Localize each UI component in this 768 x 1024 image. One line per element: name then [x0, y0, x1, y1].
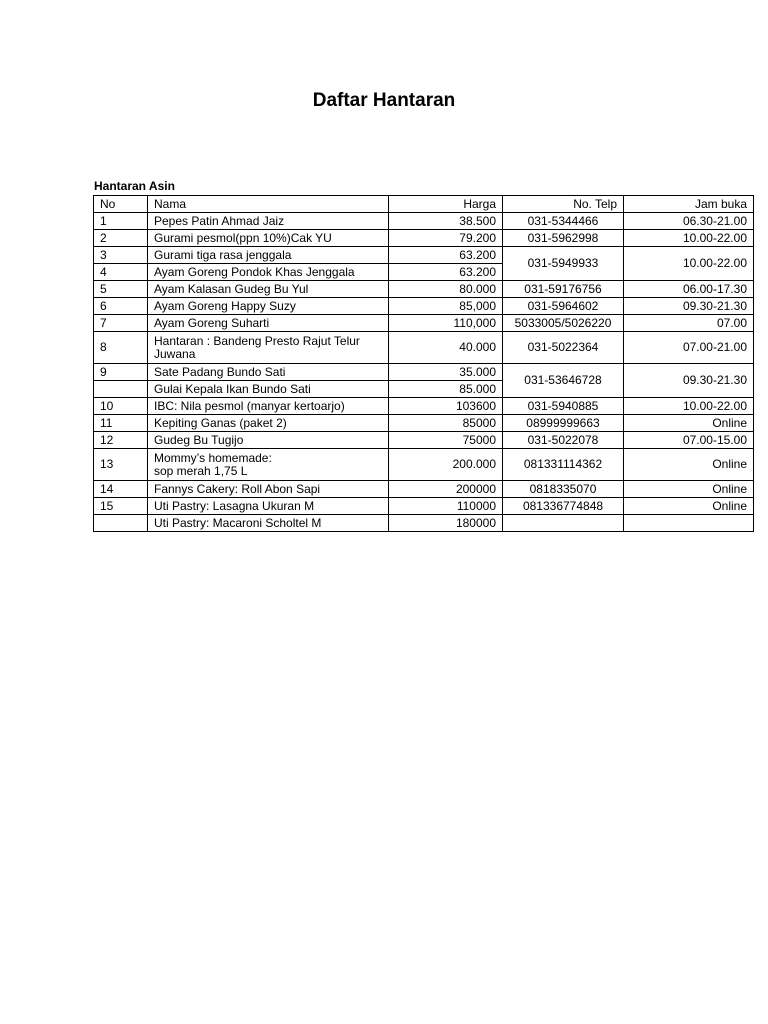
row-harga: 110000 — [389, 498, 503, 515]
table-header-row — [94, 196, 754, 213]
table-row — [94, 298, 754, 315]
row-no: 12 — [94, 432, 148, 449]
table-row — [94, 213, 754, 230]
row-jam: Online — [624, 449, 754, 481]
row-nama: Uti Pastry: Macaroni Scholtel M — [148, 515, 389, 532]
row-telp: 031-53646728 — [503, 364, 624, 398]
row-telp: 031-5344466 — [503, 213, 624, 230]
row-nama: Kepiting Ganas (paket 2) — [148, 415, 389, 432]
row-jam — [624, 515, 754, 532]
row-no — [94, 381, 148, 398]
row-jam: 06.30-21.00 — [624, 213, 754, 230]
page-title: Daftar Hantaran — [312, 90, 456, 111]
row-nama: Gurami tiga rasa jenggala — [148, 247, 389, 264]
row-telp: 031-5022364 — [503, 332, 624, 364]
row-jam: 06.00-17.30 — [624, 281, 754, 298]
row-no — [94, 515, 148, 532]
row-harga: 40.000 — [389, 332, 503, 364]
row-no: 13 — [94, 449, 148, 481]
table-row — [94, 498, 754, 515]
header-nama: Nama — [148, 196, 389, 213]
row-jam: 09.30-21.30 — [624, 298, 754, 315]
row-harga: 200000 — [389, 481, 503, 498]
row-harga: 63.200 — [389, 247, 503, 264]
row-harga: 35.000 — [389, 364, 503, 381]
row-harga: 85.000 — [389, 381, 503, 398]
row-nama: Hantaran : Bandeng Presto Rajut Telur Juwana — [148, 332, 389, 364]
table-row — [94, 315, 754, 332]
row-no: 3 — [94, 247, 148, 264]
section-title: Hantaran Asin — [94, 179, 175, 193]
row-jam: 10.00-22.00 — [624, 230, 754, 247]
row-no: 10 — [94, 398, 148, 415]
row-no: 7 — [94, 315, 148, 332]
row-telp: 031-5940885 — [503, 398, 624, 415]
row-jam: 07.00-21.00 — [624, 332, 754, 364]
row-jam: 07.00 — [624, 315, 754, 332]
row-harga: 200.000 — [389, 449, 503, 481]
table-row — [94, 449, 754, 481]
row-jam: Online — [624, 481, 754, 498]
row-jam: Online — [624, 415, 754, 432]
row-jam: 07.00-15.00 — [624, 432, 754, 449]
table-row — [94, 281, 754, 298]
row-nama: Ayam Goreng Happy Suzy — [148, 298, 389, 315]
row-harga: 180000 — [389, 515, 503, 532]
row-harga: 103600 — [389, 398, 503, 415]
row-nama: Fannys Cakery: Roll Abon Sapi — [148, 481, 389, 498]
row-no: 6 — [94, 298, 148, 315]
row-nama — [148, 449, 389, 481]
table-row — [94, 432, 754, 449]
table-row — [94, 515, 754, 532]
header-no: No — [94, 196, 148, 213]
row-jam: 10.00-22.00 — [624, 398, 754, 415]
table-row — [94, 230, 754, 247]
row-no: 8 — [94, 332, 148, 364]
row-harga: 75000 — [389, 432, 503, 449]
row-nama: Sate Padang Bundo Sati — [148, 364, 389, 381]
row-telp: 081336774848 — [503, 498, 624, 515]
row-telp: 031-5962998 — [503, 230, 624, 247]
row-nama: Pepes Patin Ahmad Jaiz — [148, 213, 389, 230]
row-no: 14 — [94, 481, 148, 498]
row-telp: 0818335070 — [503, 481, 624, 498]
row-jam: 10.00-22.00 — [624, 247, 754, 281]
row-harga: 79.200 — [389, 230, 503, 247]
row-jam: 09.30-21.30 — [624, 364, 754, 398]
row-no: 4 — [94, 264, 148, 281]
row-telp: 031-5949933 — [503, 247, 624, 281]
row-telp: 08999999663 — [503, 415, 624, 432]
row-nama: Gurami pesmol(ppn 10%)Cak YU — [148, 230, 389, 247]
table-row — [94, 398, 754, 415]
header-harga: Harga — [389, 196, 503, 213]
row-telp — [503, 515, 624, 532]
row-no: 5 — [94, 281, 148, 298]
row-nama: Gulai Kepala Ikan Bundo Sati — [148, 381, 389, 398]
row-nama: IBC: Nila pesmol (manyar kertoarjo) — [148, 398, 389, 415]
row-nama: Ayam Goreng Suharti — [148, 315, 389, 332]
row-nama: Ayam Kalasan Gudeg Bu Yul — [148, 281, 389, 298]
row-nama: Ayam Goreng Pondok Khas Jenggala — [148, 264, 389, 281]
row-telp: 031-59176756 — [503, 281, 624, 298]
row-telp: 031-5964602 — [503, 298, 624, 315]
row-harga: 38.500 — [389, 213, 503, 230]
row-harga: 85,000 — [389, 298, 503, 315]
table-row — [94, 364, 754, 381]
row-harga: 85000 — [389, 415, 503, 432]
row-nama: Uti Pastry: Lasagna Ukuran M — [148, 498, 389, 515]
row-no: 1 — [94, 213, 148, 230]
header-jam: Jam buka — [624, 196, 754, 213]
row-nama-line: sop merah 1,75 L — [154, 463, 248, 478]
row-no: 11 — [94, 415, 148, 432]
row-no: 15 — [94, 498, 148, 515]
row-telp: 031-5022078 — [503, 432, 624, 449]
table-row — [94, 415, 754, 432]
row-telp: 5033005/5026220 — [503, 315, 624, 332]
header-telp: No. Telp — [503, 196, 624, 213]
row-harga: 80.000 — [389, 281, 503, 298]
row-harga: 110,000 — [389, 315, 503, 332]
row-nama: Gudeg Bu Tugijo — [148, 432, 389, 449]
row-no: 9 — [94, 364, 148, 381]
row-no: 2 — [94, 230, 148, 247]
table-row — [94, 481, 754, 498]
table-row — [94, 247, 754, 264]
table-row — [94, 332, 754, 364]
row-jam: Online — [624, 498, 754, 515]
row-harga: 63.200 — [389, 264, 503, 281]
row-telp: 081331114362 — [503, 449, 624, 481]
row-nama-line: Mommy’s homemade: — [154, 450, 272, 465]
hantaran-table — [93, 195, 754, 532]
